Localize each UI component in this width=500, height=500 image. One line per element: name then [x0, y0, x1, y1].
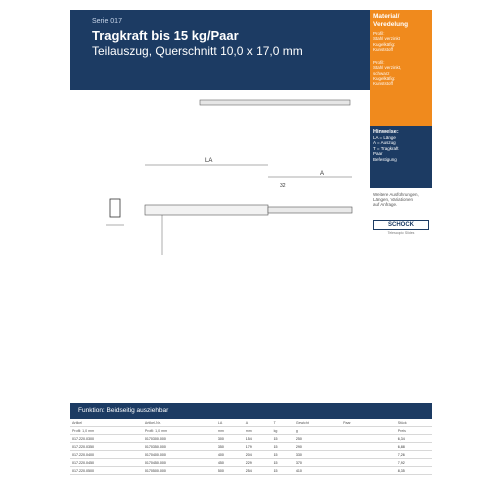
- table-cell: 017.220.0350: [70, 443, 143, 451]
- table-cell: 017.220.0500: [70, 467, 143, 475]
- la-label: LA: [205, 158, 213, 164]
- table-cell: [385, 459, 396, 467]
- table-cell: 350: [216, 443, 244, 451]
- table-header-cell: T: [272, 419, 294, 427]
- material-line: Kunststoff: [373, 81, 393, 87]
- table-cell: 15: [272, 435, 294, 443]
- page-subtitle: Teilauszug, Querschnitt 10,0 x 17,0 mm: [92, 44, 303, 58]
- table-cell: 330: [294, 451, 341, 459]
- hints-title: Hinweise:: [373, 129, 399, 135]
- table-subheader-cell: Profil: 1,0 mm: [143, 427, 216, 435]
- table-header-cell: Stück: [396, 419, 432, 427]
- table-row: [70, 435, 432, 443]
- hints-box: [370, 126, 432, 188]
- table-subheader-cell: Preis: [396, 427, 432, 435]
- slide-side-view: [145, 205, 268, 215]
- table-header-cell: LA: [216, 419, 244, 427]
- table-row: [70, 459, 432, 467]
- table-cell: 229: [244, 459, 272, 467]
- material-title-line-1: Material/: [373, 13, 400, 20]
- table-cell: [385, 435, 396, 443]
- table-header-cell: Artikel-Nr.: [143, 419, 216, 427]
- table-header-cell: [373, 419, 384, 427]
- series-label: Serie 017: [92, 18, 122, 25]
- hint-line: Paar: [373, 151, 383, 157]
- table-cell: 0170450.000: [143, 459, 216, 467]
- table-subheader-cell: [341, 427, 373, 435]
- table-cell: [373, 451, 384, 459]
- table-cell: 0170300.000: [143, 435, 216, 443]
- table-cell: 154: [244, 435, 272, 443]
- brand-tagline: Telescopic Slides: [387, 230, 415, 235]
- slide-top-view: [200, 100, 350, 105]
- technical-drawing: [70, 95, 370, 295]
- table-cell: [373, 459, 384, 467]
- material-line: Kugelkäfig:: [373, 41, 396, 47]
- table-cell: 15: [272, 443, 294, 451]
- table-header-cell: [385, 419, 396, 427]
- material-line: Kugelkäfig:: [373, 76, 396, 82]
- table-cell: 8,35: [396, 467, 432, 475]
- material-line: Stahl verzinkt: [373, 36, 401, 42]
- table-cell: 300: [216, 435, 244, 443]
- table-cell: 0170500.000: [143, 467, 216, 475]
- table-row: [70, 467, 432, 475]
- table-cell: [385, 451, 396, 459]
- table-header-row: [70, 419, 432, 427]
- table-row: [70, 443, 432, 451]
- table-cell: 6,88: [396, 443, 432, 451]
- table-header-cell: Paar: [341, 419, 373, 427]
- table-cell: [373, 467, 384, 475]
- table-subheader-cell: Profil: 1,0 mm: [70, 427, 143, 435]
- hint-line: Befestigung: [373, 156, 397, 162]
- table-cell: 15: [272, 467, 294, 475]
- table-cell: [373, 443, 384, 451]
- table-title: Funktion: Beidseitig ausziehbar: [70, 403, 432, 419]
- table-cell: [341, 435, 373, 443]
- table-subheader-cell: mm: [216, 427, 244, 435]
- header-banner: [70, 10, 370, 90]
- table-cell: 017.220.0400: [70, 451, 143, 459]
- table-cell: 450: [216, 459, 244, 467]
- dimension-label: 32: [280, 183, 286, 189]
- table-cell: 290: [294, 443, 341, 451]
- table-cell: 0170400.000: [143, 451, 216, 459]
- table-cell: [341, 467, 373, 475]
- material-title: [373, 13, 429, 29]
- extra-line: Längen, Variationen: [373, 197, 413, 203]
- article-table: [70, 403, 432, 475]
- table-row: [70, 451, 432, 459]
- material-title-line-2: Veredelung: [373, 21, 409, 28]
- material-line: Profil:: [373, 31, 385, 36]
- hint-line: T = Tragkraft: [373, 145, 399, 151]
- extra-line: Weitere Ausführungen,: [373, 192, 419, 197]
- a-label: A: [320, 171, 325, 177]
- table-cell: 204: [244, 451, 272, 459]
- cross-section: [110, 199, 120, 217]
- table-subheader-cell: g: [294, 427, 341, 435]
- table-cell: 250: [294, 435, 341, 443]
- datasheet-page: [70, 0, 432, 500]
- table-cell: 500: [216, 467, 244, 475]
- table-cell: 0170350.000: [143, 443, 216, 451]
- material-line: Profil:: [373, 60, 385, 66]
- table-header-cell: A: [244, 419, 272, 427]
- extra-note: [370, 188, 432, 212]
- material-line: Kunststoff: [373, 46, 393, 52]
- table-cell: 15: [272, 451, 294, 459]
- material-line: schwarz: [373, 70, 390, 76]
- slide-extension-view: [268, 207, 352, 213]
- article-table-grid: [70, 419, 432, 475]
- table-subheader-cell: mm: [244, 427, 272, 435]
- table-cell: 7,92: [396, 459, 432, 467]
- table-cell: [385, 443, 396, 451]
- table-header-cell: Artikel: [70, 419, 143, 427]
- table-subheader-row: [70, 427, 432, 435]
- table-header-cell: Gewicht: [294, 419, 341, 427]
- table-subheader-cell: kg: [272, 427, 294, 435]
- table-cell: [373, 435, 384, 443]
- table-cell: 7,26: [396, 451, 432, 459]
- table-cell: [341, 451, 373, 459]
- table-cell: 6,34: [396, 435, 432, 443]
- table-cell: 410: [294, 467, 341, 475]
- table-cell: 254: [244, 467, 272, 475]
- table-cell: 017.220.0450: [70, 459, 143, 467]
- table-subheader-cell: [385, 427, 396, 435]
- table-cell: [341, 459, 373, 467]
- table-cell: [341, 443, 373, 451]
- brand-logo: SCHOCK: [373, 220, 429, 230]
- page-title: Tragkraft bis 15 kg/Paar: [92, 28, 239, 43]
- hint-line: LA = Länge: [373, 135, 396, 140]
- table-cell: 017.220.0300: [70, 435, 143, 443]
- table-cell: [385, 467, 396, 475]
- table-cell: 15: [272, 459, 294, 467]
- extra-line: auf Anfrage.: [373, 202, 398, 208]
- table-cell: 179: [244, 443, 272, 451]
- info-sidebar: [370, 10, 432, 235]
- material-line: Stahl verzinkt,: [373, 65, 402, 71]
- table-subheader-cell: [373, 427, 384, 435]
- table-cell: 370: [294, 459, 341, 467]
- material-lines: [373, 31, 429, 87]
- table-cell: 400: [216, 451, 244, 459]
- material-box: [370, 10, 432, 126]
- hint-line: A = Auszug: [373, 140, 396, 146]
